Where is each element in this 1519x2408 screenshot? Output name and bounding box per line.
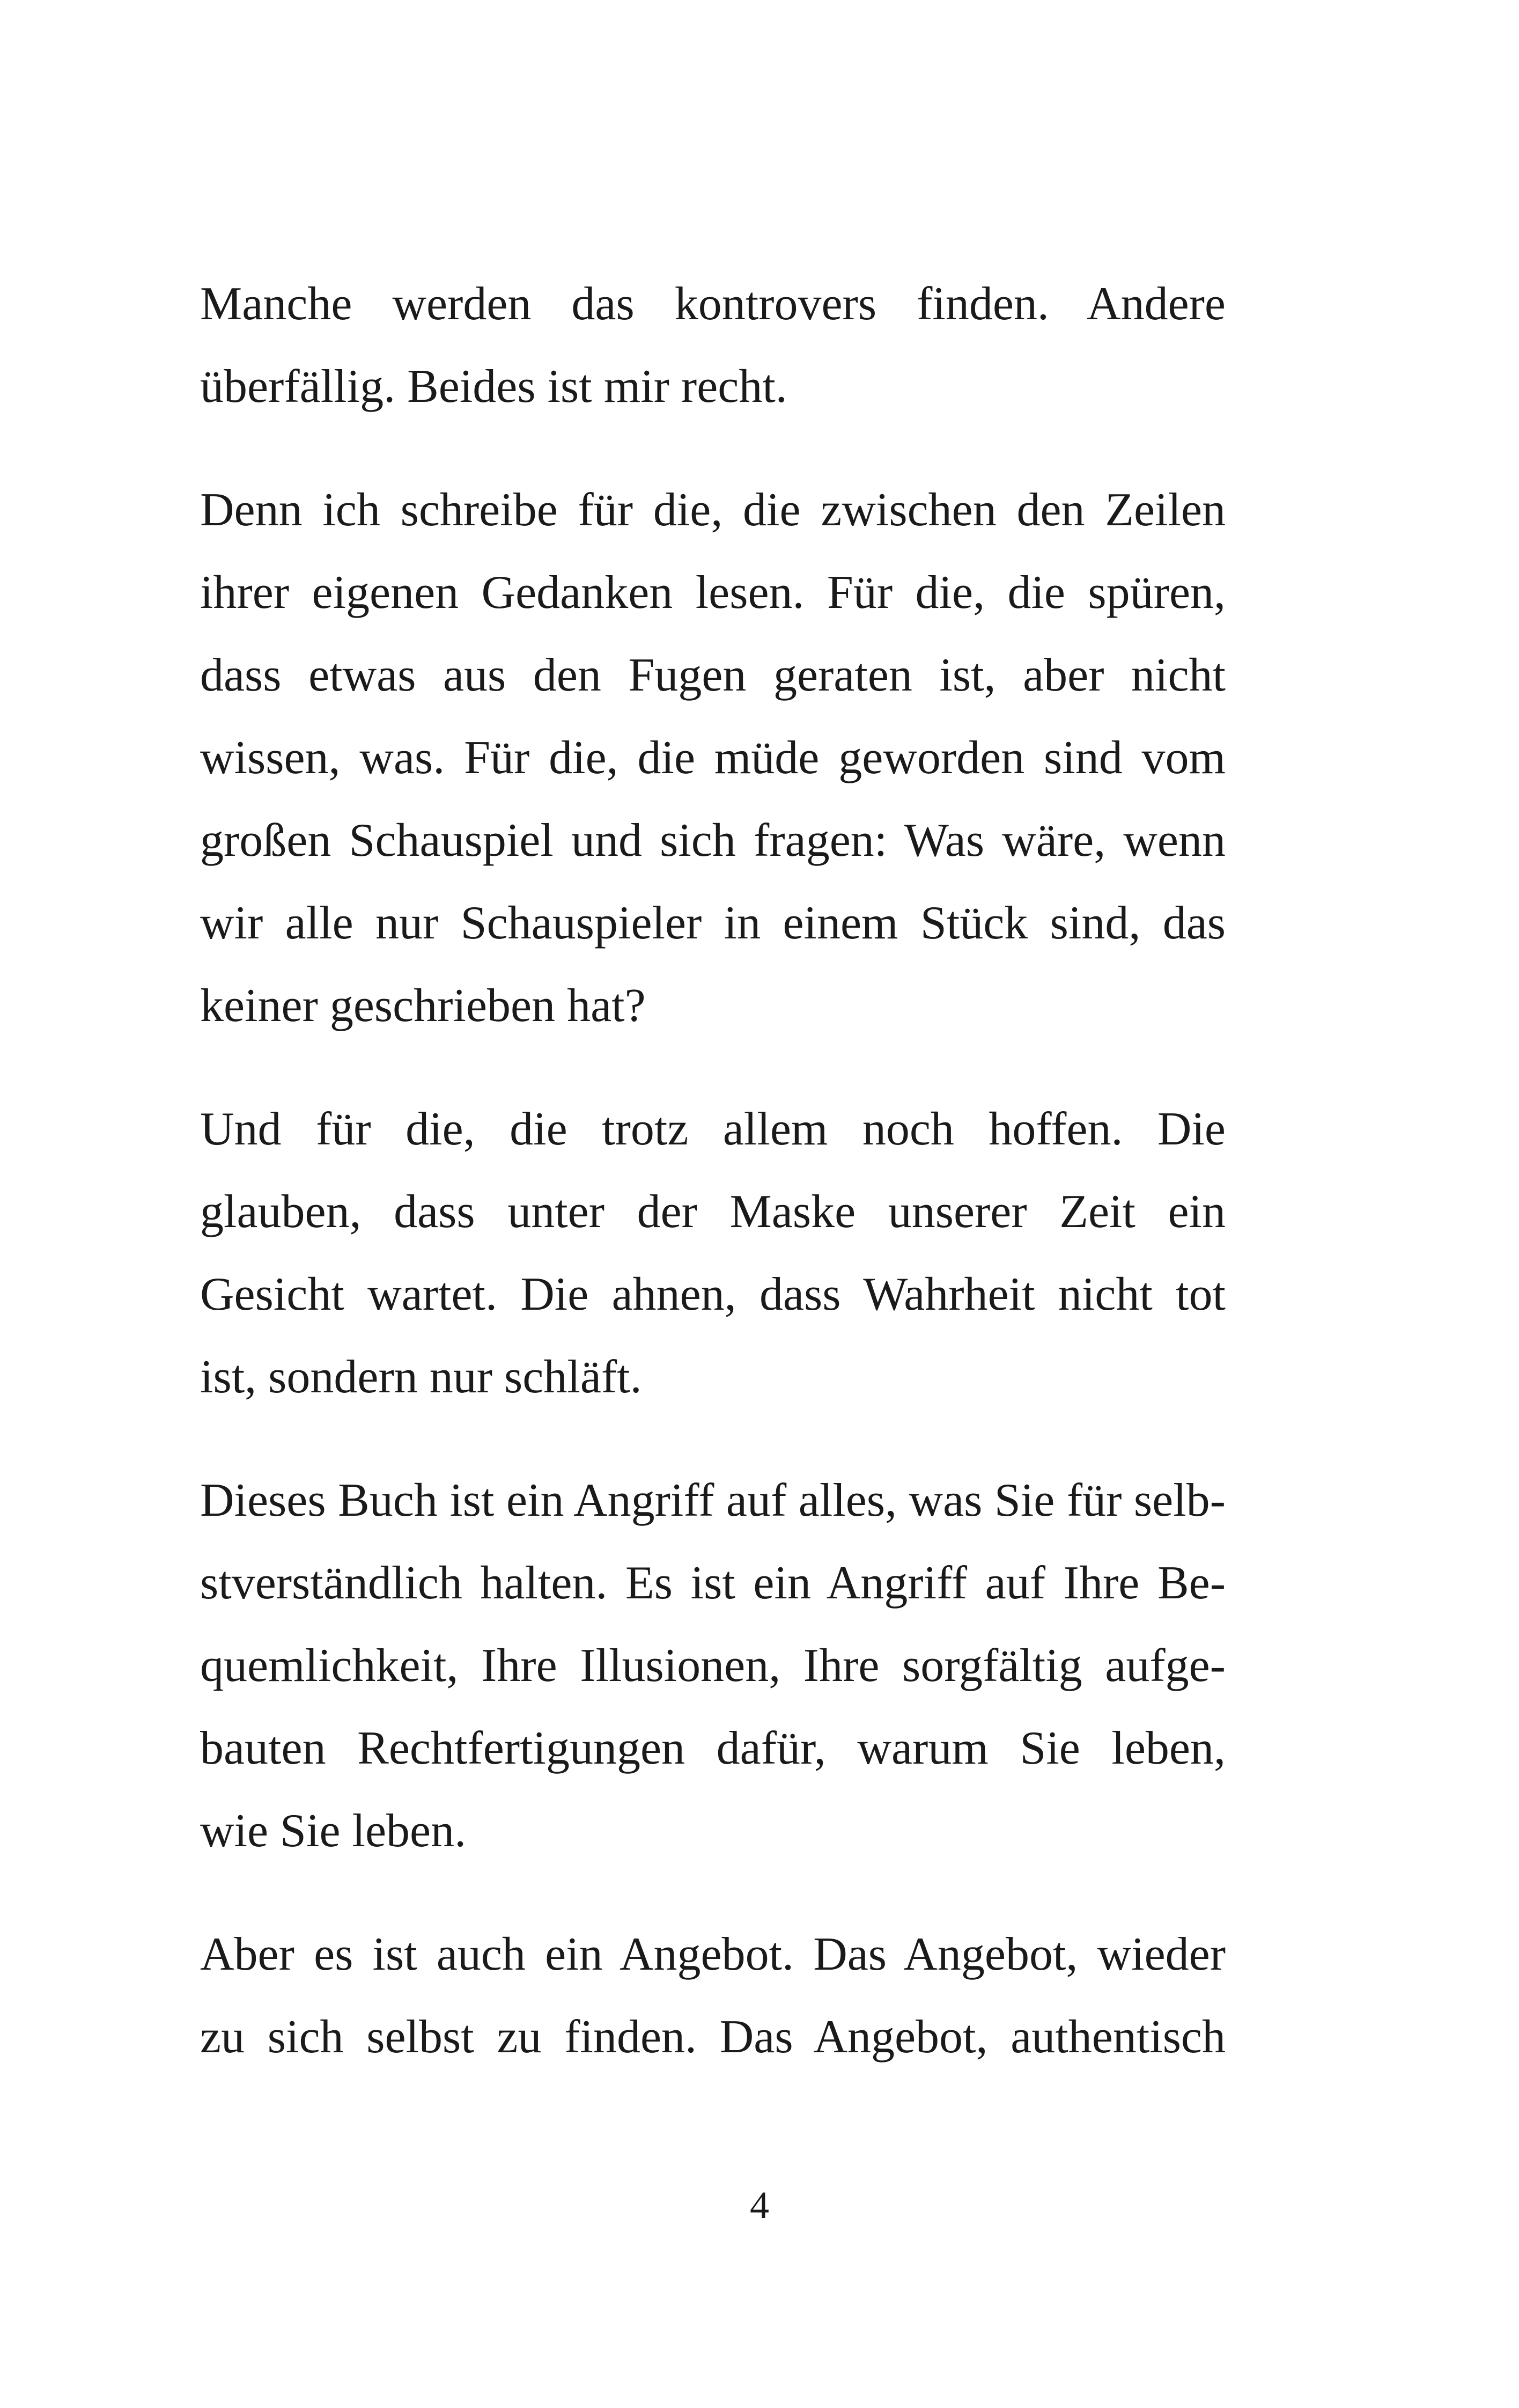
- text-line: wissen, was. Für die, die müde geworden sind vom: [200, 732, 1226, 784]
- text-line: dass etwas aus den Fugen geraten ist, aber nicht: [200, 649, 1226, 701]
- text-line: ist, sondern nur schläft.: [200, 1351, 642, 1403]
- paragraph: [200, 1088, 1226, 1419]
- paragraph: [200, 469, 1226, 1047]
- text-line: stverständlich halten. Es ist ein Angriff auf Ihre Be-: [200, 1557, 1226, 1609]
- paragraph: [200, 263, 1226, 428]
- text-line: Und für die, die trotz allem noch hoffen. Die: [200, 1103, 1226, 1155]
- paragraph: [200, 1459, 1226, 1873]
- text-line: glauben, dass unter der Maske unserer Zeit ein: [200, 1186, 1226, 1238]
- text-line: zu sich selbst zu finden. Das Angebot, authentisch: [200, 2011, 1226, 2063]
- paragraph: [200, 1913, 1226, 2079]
- page-number: 4: [750, 2184, 769, 2227]
- text-line: wie Sie leben.: [200, 1805, 467, 1857]
- text-line: Manche werden das kontrovers finden. Andere: [200, 278, 1226, 330]
- text-line: Aber es ist auch ein Angebot. Das Angebot, wieder: [200, 1928, 1226, 1980]
- text-line: quemlichkeit, Ihre Illusionen, Ihre sorgfältig aufge-: [200, 1640, 1226, 1692]
- body-text: [200, 263, 1226, 2119]
- text-line: überfällig. Beides ist mir recht.: [200, 361, 787, 413]
- text-line: großen Schauspiel und sich fragen: Was wäre, wenn: [200, 814, 1226, 867]
- text-line: keiner geschrieben hat?: [200, 980, 646, 1032]
- text-line: Denn ich schreibe für die, die zwischen den Zeilen: [200, 484, 1226, 536]
- text-line: wir alle nur Schauspieler in einem Stück sind, das: [200, 897, 1226, 949]
- text-line: Dieses Buch ist ein Angriff auf alles, was Sie für selb-: [200, 1474, 1226, 1526]
- text-line: Gesicht wartet. Die ahnen, dass Wahrheit nicht tot: [200, 1268, 1226, 1320]
- text-line: bauten Rechtfertigungen dafür, warum Sie leben,: [200, 1722, 1226, 1774]
- text-line: ihrer eigenen Gedanken lesen. Für die, die spüren,: [200, 567, 1226, 619]
